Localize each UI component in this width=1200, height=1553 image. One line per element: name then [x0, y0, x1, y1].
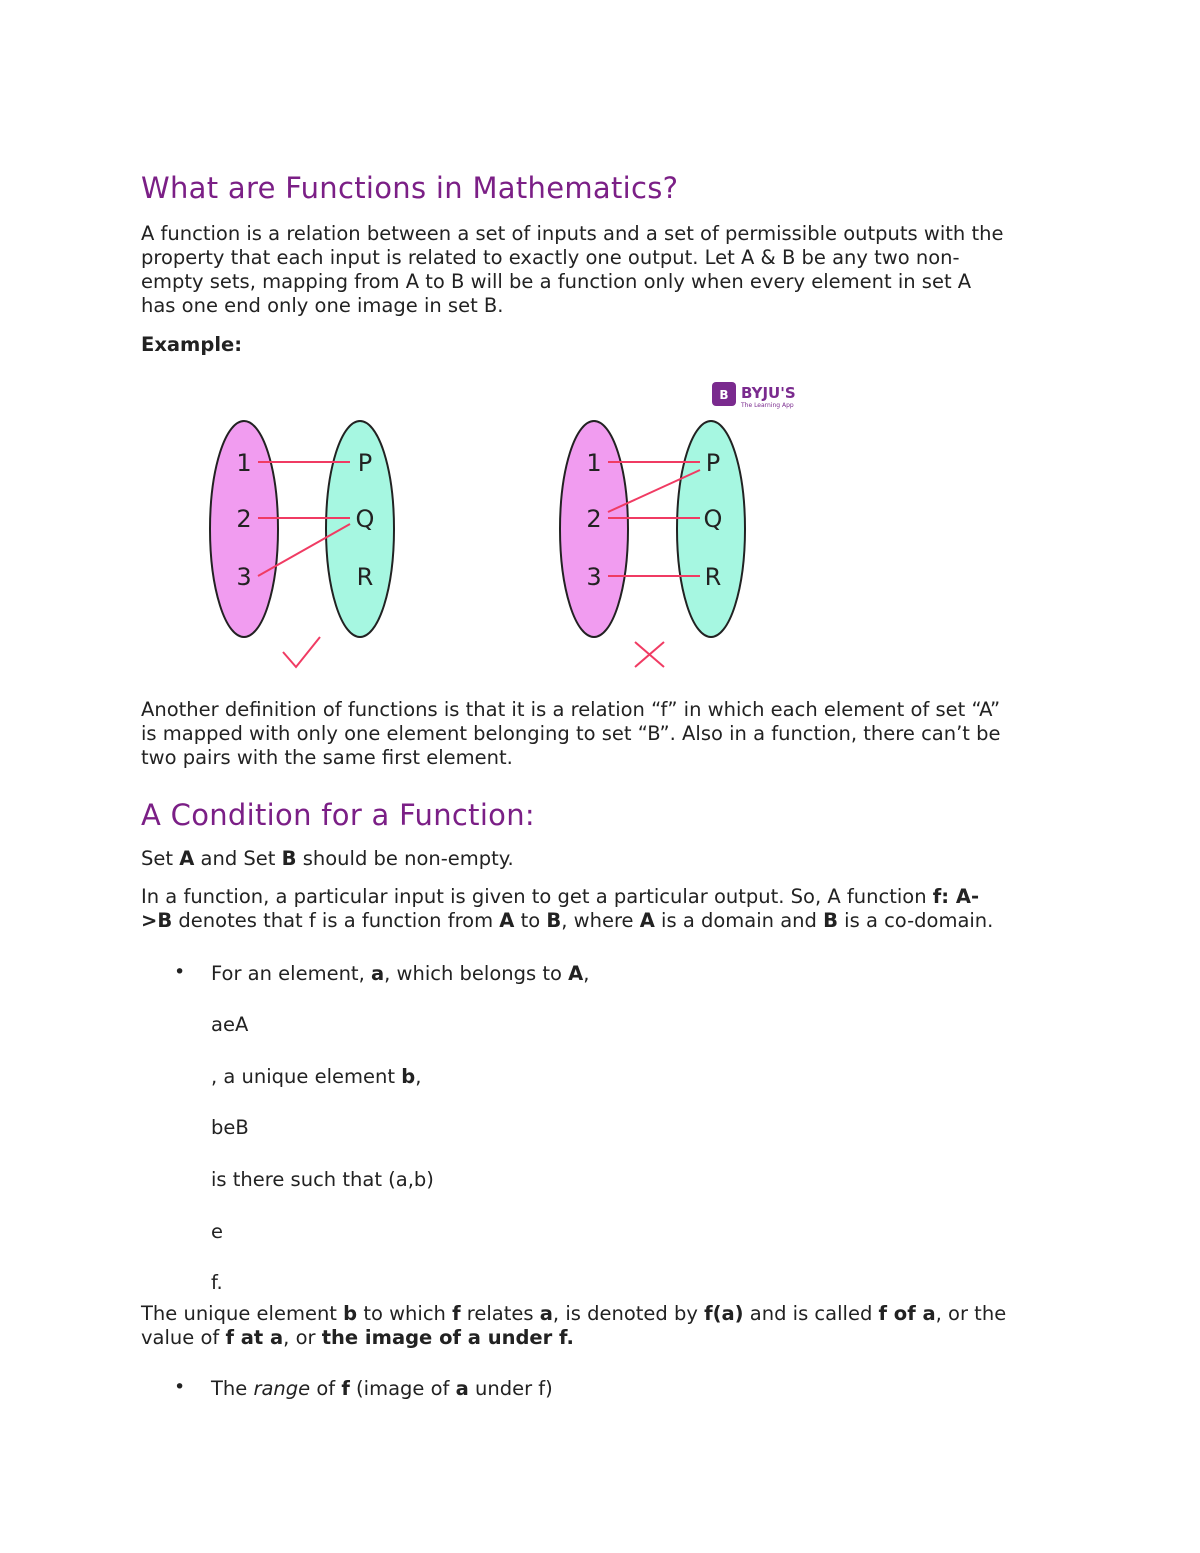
indent-aeA: aeA [211, 1013, 249, 1036]
unique-text: , or [283, 1326, 322, 1349]
left-set-b-item-P: P [357, 449, 373, 477]
function-def-notation-part1: f: A- [932, 885, 980, 908]
cross-mark-icon [635, 642, 664, 667]
definition-line-1: Another definition of functions is that it is a relation “f” in which each element of set “A” [141, 698, 1001, 721]
function-def-text: is a domain and [654, 909, 824, 932]
bullet-text: The [211, 1377, 254, 1400]
condition-text-2: and Set [194, 847, 282, 870]
bullet-text: (image of [349, 1377, 456, 1400]
check-mark-icon [283, 637, 320, 667]
left-diagram [210, 421, 394, 667]
byjus-logo-tagline: The Learning App [741, 402, 794, 409]
byjus-logo [712, 382, 796, 409]
unique-text: The unique element [141, 1302, 344, 1325]
unique-text: and is called [743, 1302, 879, 1325]
right-set-b-item-R: R [704, 563, 722, 591]
function-definition-paragraph [141, 885, 1071, 933]
function-def-text: is a co-domain. [837, 909, 994, 932]
byjus-logo-text: BYJU'S [741, 384, 796, 402]
unique-text: value of [141, 1326, 226, 1349]
bullet-text: For an element, [211, 962, 371, 985]
bullet-range: range [253, 1377, 311, 1400]
indent-beB: beB [211, 1116, 249, 1139]
indent-f: f. [211, 1271, 223, 1294]
bullet-set-a: A [568, 962, 584, 985]
function-def-b: B [546, 909, 562, 932]
unique-line-1 [141, 1302, 1071, 1326]
bullet-icon: • [174, 1376, 186, 1398]
unique-f: f [452, 1302, 461, 1325]
left-set-a-item-1: 1 [236, 449, 252, 477]
function-def-text: to [514, 909, 547, 932]
unique-text: to which [357, 1302, 453, 1325]
definition-line-2: is mapped with only one element belonging to set “B”. Also in a function, there can’t be [141, 722, 1001, 745]
intro-paragraph [141, 222, 1071, 318]
unique-a: a [539, 1302, 553, 1325]
byjus-logo-glyph: B [719, 388, 729, 402]
condition-text-1: Set [141, 847, 180, 870]
function-def-codomain: B [823, 909, 838, 932]
left-set-b-item-R: R [356, 563, 374, 591]
page-title: What are Functions in Mathematics? [141, 171, 679, 205]
indent-unique-element [211, 1065, 421, 1088]
definition-paragraph [141, 698, 1071, 770]
unique-text: , is denoted by [552, 1302, 705, 1325]
bullet-text: , [583, 962, 590, 985]
unique-fa: f(a) [704, 1302, 744, 1325]
function-def-notation-part2: >B [141, 909, 173, 932]
function-def-domain: A [639, 909, 655, 932]
function-def-text: In a function, a particular input is given to get a particular output. So, A function [141, 885, 933, 908]
bullet-f: f [341, 1377, 350, 1400]
intro-line-3: empty sets, mapping from A to B will be a function only when every element in set A [141, 270, 972, 293]
intro-line-1: A function is a relation between a set of inputs and a set of permissible outputs with the [141, 222, 1004, 245]
function-def-text: denotes that f is a function from [172, 909, 500, 932]
bullet-a: a [370, 962, 385, 985]
bullet-icon: • [174, 961, 186, 983]
bullet-range-line [211, 1377, 1011, 1401]
bullet-text: , which belongs to [384, 962, 569, 985]
right-set-a-item-3: 3 [586, 563, 602, 591]
left-set-a-item-2: 2 [236, 505, 252, 533]
condition-set-a: A [179, 847, 195, 870]
bullet-text: under f) [468, 1377, 553, 1400]
bullet-a: a [455, 1377, 469, 1400]
left-set-a-item-3: 3 [236, 563, 252, 591]
unique-text: , or the [935, 1302, 1007, 1325]
function-def-line-1 [141, 885, 1071, 909]
unique-image: the image of a under f. [321, 1326, 574, 1349]
indent-b: b [401, 1065, 416, 1088]
left-set-b-item-Q: Q [355, 505, 375, 533]
unique-line-2 [141, 1326, 1071, 1350]
function-def-line-2 [141, 909, 1071, 933]
indent-text: , [415, 1065, 422, 1088]
function-def-text: , where [561, 909, 640, 932]
unique-b: b [343, 1302, 358, 1325]
section-title-condition: A Condition for a Function: [141, 798, 535, 832]
bullet-element-line [211, 962, 1011, 986]
right-set-a-item-2: 2 [586, 505, 602, 533]
unique-f-of-a: f of a [878, 1302, 936, 1325]
right-set-b-item-P: P [705, 449, 721, 477]
unique-element-paragraph [141, 1302, 1071, 1350]
unique-f-at-a: f at a [225, 1326, 284, 1349]
bullet-text: of [310, 1377, 342, 1400]
indent-e: e [211, 1220, 223, 1243]
function-mapping-figure [190, 372, 830, 682]
right-set-a-item-1: 1 [586, 449, 602, 477]
condition-set-b: B [281, 847, 297, 870]
right-diagram [560, 421, 745, 667]
indent-text: , a unique element [211, 1065, 402, 1088]
unique-text: relates [460, 1302, 540, 1325]
right-set-b-item-Q: Q [703, 505, 723, 533]
condition-text-3: should be non-empty. [296, 847, 514, 870]
definition-line-3: two pairs with the same first element. [141, 746, 513, 769]
intro-line-2: property that each input is related to exactly one output. Let A & B be any two non- [141, 246, 960, 269]
indent-such-that: is there such that (a,b) [211, 1168, 434, 1191]
function-def-a: A [499, 909, 515, 932]
example-label: Example: [141, 333, 243, 356]
intro-line-4: has one end only one image in set B. [141, 294, 504, 317]
condition-line [141, 847, 1071, 871]
